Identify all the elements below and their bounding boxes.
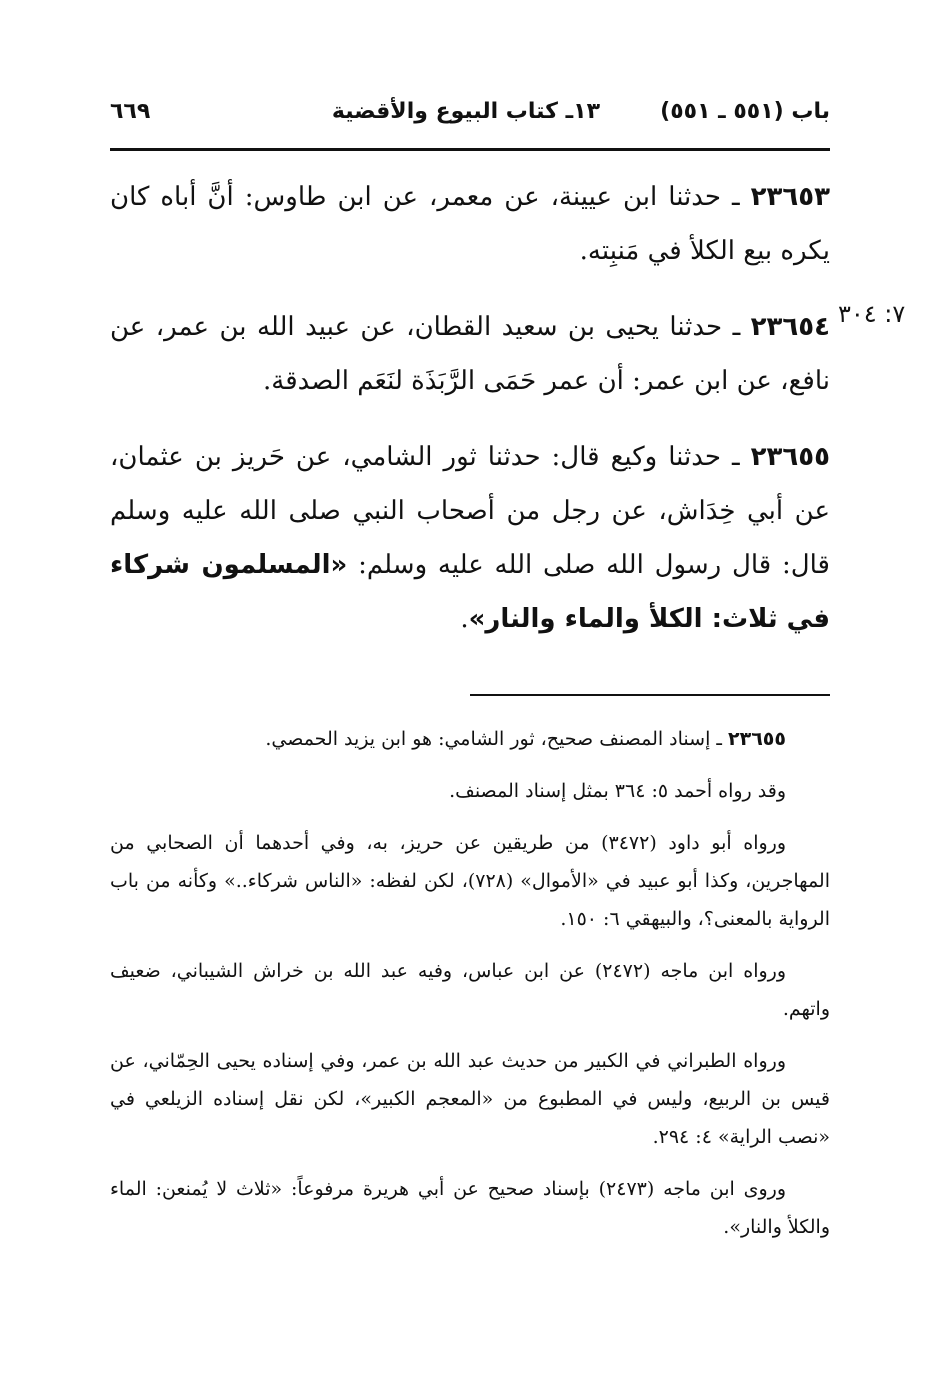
footnote-text: ـ إسناد المصنف صحيح، ثور الشامي: هو ابن يزيد الحمصي. bbox=[265, 728, 729, 750]
hadith-end: . bbox=[460, 604, 469, 634]
hadith-text: ـ حدثنا وكيع قال: حدثنا ثور الشامي، عن حَريز بن عثمان، عن أبي خِدَاش، عن رجل من أصحاب النبي صلى الله عليه وسلم قال: قال رسول الله صلى الله عليه وسلم: bbox=[110, 442, 830, 580]
footnote-text: ورواه الطبراني في الكبير من حديث عبد الله بن عمر، وفي إسناده يحيى الحِمّاني، عن قيس بن الربيع، وليس في المطبوع من «المعجم الكبير»، لكن نقل إسناده الزيلعي في «نصب الراية» ٤: ٢٩٤. bbox=[110, 1050, 830, 1148]
header-rule bbox=[110, 148, 830, 151]
margin-reference: ٧: ٣٠٤ bbox=[838, 300, 906, 328]
running-header bbox=[110, 95, 830, 135]
footnote-paragraph bbox=[110, 952, 830, 1028]
footnote-paragraph bbox=[110, 824, 830, 938]
footnote-paragraph bbox=[110, 1042, 830, 1156]
hadith-number: ٢٣٦٥٤ bbox=[750, 312, 830, 342]
footnote-text: وقد رواه أحمد ٥: ٣٦٤ بمثل إسناد المصنف. bbox=[449, 780, 786, 802]
hadith-text: ـ حدثنا ابن عيينة، عن معمر، عن ابن طاوس: أنَّ أباه كان يكره بيع الكلأ في مَنبِته. bbox=[110, 182, 830, 266]
hadith-text: ـ حدثنا يحيى بن سعيد القطان، عن عبيد الله بن عمر، عن نافع، عن ابن عمر: أن عمر حَمَى الرَّبَذَة لنَعَم الصدقة. bbox=[110, 312, 830, 396]
footnote-paragraph bbox=[110, 1170, 830, 1246]
footnote-paragraph bbox=[110, 772, 830, 810]
hadith-paragraph bbox=[110, 300, 830, 408]
hadith-paragraph bbox=[110, 170, 830, 278]
footnote-rule bbox=[470, 694, 830, 696]
hadith-matn-bold: «المسلمون شركاء في ثلاث: الكلأ والماء والنار» bbox=[110, 550, 830, 634]
footnote-text: ورواه أبو داود (٣٤٧٢) من طريقين عن حريز، به، وفي أحدهما أن الصحابي من المهاجرين، وكذا أبو عبيد في «الأموال» (٧٢٨)، لكن لفظه: «الناس شركاء..» وكأنه من باب الرواية بالمعنى؟، والبيهقي ٦: ١٥٠. bbox=[110, 832, 830, 930]
chapter-heading: باب (٥٥١ ـ ٥٥١) bbox=[660, 99, 830, 124]
footnote-number: ٢٣٦٥٥ bbox=[728, 728, 786, 750]
book-title: ١٣ـ كتاب البيوع والأقضية bbox=[331, 99, 600, 124]
hadith-number: ٢٣٦٥٣ bbox=[750, 182, 830, 212]
main-text bbox=[110, 170, 830, 668]
footnotes bbox=[110, 720, 830, 1260]
page-number: ٦٦٩ bbox=[110, 99, 151, 124]
hadith-number: ٢٣٦٥٥ bbox=[750, 442, 830, 472]
footnote-text: وروى ابن ماجه (٢٤٧٣) بإسناد صحيح عن أبي هريرة مرفوعاً: «ثلاث لا يُمنعن: الماء والكلأ والنار». bbox=[110, 1178, 830, 1238]
footnote-text: ورواه ابن ماجه (٢٤٧٢) عن ابن عباس، وفيه عبد الله بن خراش الشيباني، ضعيف واتهم. bbox=[110, 960, 830, 1020]
footnote-paragraph bbox=[110, 720, 830, 758]
hadith-paragraph bbox=[110, 430, 830, 646]
